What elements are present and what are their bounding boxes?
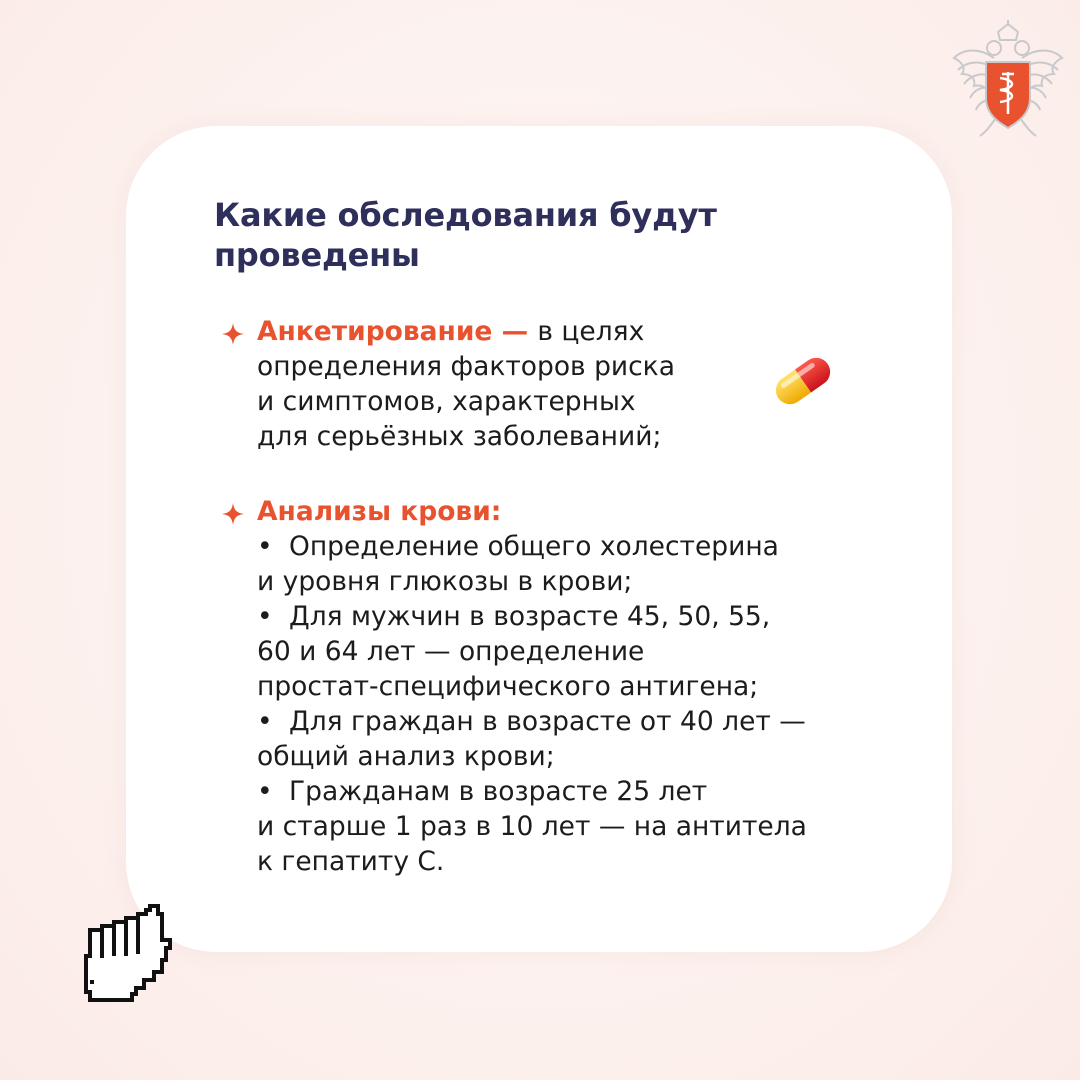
ministry-of-health-emblem-icon bbox=[950, 18, 1066, 144]
list-item-continuation: и старше 1 раз в 10 лет — на антитела bbox=[257, 811, 807, 842]
list-item-text: Для мужчин в возрасте 45, 50, 55, bbox=[289, 601, 771, 632]
list-item-continuation: простат-специфического антигена; bbox=[257, 671, 759, 702]
list-item-continuation: к гепатиту С. bbox=[257, 846, 445, 877]
list-item bbox=[257, 704, 882, 739]
blood-tests-section bbox=[222, 494, 882, 879]
survey-line: и симптомов, характерных bbox=[257, 386, 636, 417]
bullet-point: • bbox=[257, 531, 273, 562]
blood-tests-heading: Анализы крови: bbox=[257, 496, 502, 527]
list-item bbox=[257, 599, 882, 634]
bullet-point: • bbox=[257, 776, 273, 807]
four-point-star-icon bbox=[222, 323, 244, 345]
list-item-text: Для граждан в возрасте от 40 лет — bbox=[289, 706, 806, 737]
list-item-continuation: и уровня глюкозы в крови; bbox=[257, 566, 633, 597]
bullet-point: • bbox=[257, 706, 273, 737]
four-point-star-icon bbox=[222, 503, 244, 525]
bullet-point: • bbox=[257, 601, 273, 632]
survey-line: для серьёзных заболеваний; bbox=[257, 421, 662, 452]
pixel-hand-pointer-icon bbox=[80, 900, 176, 1010]
survey-heading: Анкетирование — bbox=[257, 316, 538, 347]
list-item bbox=[257, 774, 882, 809]
page-title: Какие обследования будут проведены bbox=[214, 196, 717, 274]
survey-line: в целях bbox=[537, 316, 645, 347]
list-item-text: Гражданам в возрасте 25 лет bbox=[289, 776, 708, 807]
survey-line: определения факторов риска bbox=[257, 351, 675, 382]
list-item bbox=[257, 529, 882, 564]
list-item-text: Определение общего холестерина bbox=[289, 531, 779, 562]
pill-capsule-icon bbox=[764, 342, 842, 420]
list-item-continuation: 60 и 64 лет — определение bbox=[257, 636, 645, 667]
list-item-continuation: общий анализ крови; bbox=[257, 741, 555, 772]
